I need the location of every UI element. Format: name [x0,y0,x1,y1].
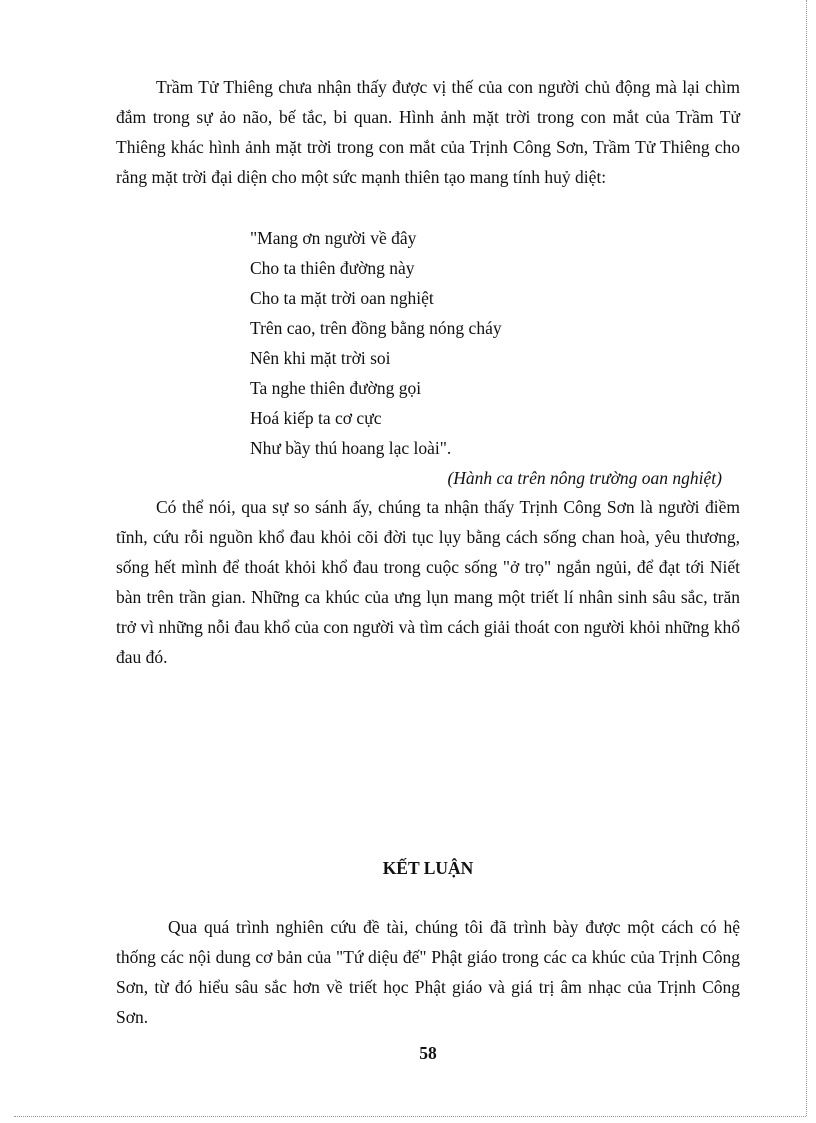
poem-line: Cho ta thiên đường này [250,258,415,278]
paragraph-comparison: Có thể nói, qua sự so sánh ấy, chúng ta nhận thấy Trịnh Công Sơn là người điềm tĩnh, cứu rỗi nguồn khổ đau khỏi cõi đời tục lụy bằng cách sống chan hoà, yêu thương, sống hết mình để thoát khỏi khổ đau trong cuộc sống "ở trọ" ngắn ngủi, để đạt tới Niết bàn trên trần gian. Những ca khúc của ưng lụn mang một triết lí nhân sinh sâu sắc, trăn trở vì những nỗi đau khổ của con người và tìm cách giải thoát con người khỏi những khổ đau đó. [116,497,740,667]
page-border-bottom [14,1116,806,1117]
page-border-right [806,0,807,1116]
poem-line: Nên khi mặt trời soi [250,348,391,368]
paragraph-conclusion: Qua quá trình nghiên cứu đề tài, chúng tôi đã trình bày được một cách có hệ thống các nội dung cơ bản của "Tứ diệu đế" Phật giáo trong các ca khúc của Trịnh Công Sơn, từ đó hiểu sâu sắc hơn về triết học Phật giáo và giá trị âm nhạc của Trịnh Công Sơn. [116,917,740,1027]
section-heading-conclusion: KẾT LUẬN [382,858,474,878]
poem-line: Hoá kiếp ta cơ cực [250,408,382,428]
poem-line: Ta nghe thiên đường gọi [250,378,422,398]
poem-quote [250,223,650,463]
poem-line: Như bầy thú hoang lạc loài". [250,438,452,458]
page-number: 58 [419,1043,437,1063]
paragraph-tram-tu-thieng: Trầm Tử Thiêng chưa nhận thấy được vị thế của con người chủ động mà lại chìm đắm trong sự ảo não, bế tắc, bi quan. Hình ảnh mặt trời trong con mắt của Trầm Tử Thiêng khác hình ảnh mặt trời trong con mắt của Trịnh Công Sơn, Trầm Tử Thiêng cho rằng mặt trời đại diện cho một sức mạnh thiên tạo mang tính huỷ diệt: [116,77,740,187]
poem-line: Cho ta mặt trời oan nghiệt [250,288,434,308]
poem-line: Trên cao, trên đồng bằng nóng cháy [250,318,502,338]
poem-line: "Mang ơn người về đây [250,228,417,248]
poem-source-citation: (Hành ca trên nông trường oan nghiệt) [447,468,722,488]
